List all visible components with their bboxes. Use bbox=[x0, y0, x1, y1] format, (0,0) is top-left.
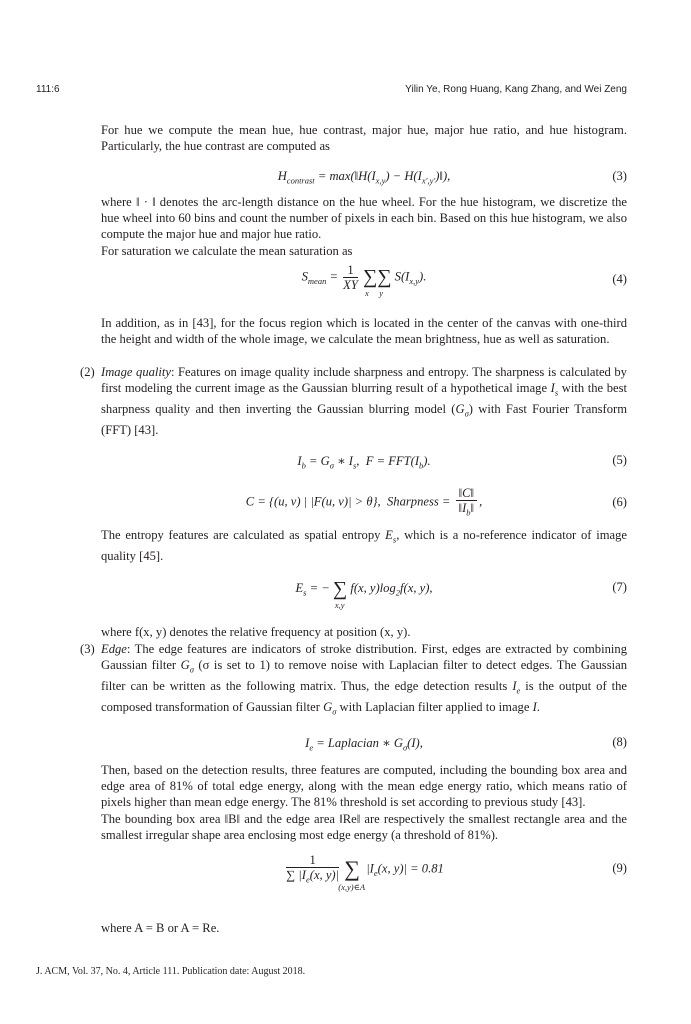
equation-number: (5) bbox=[612, 453, 627, 467]
detection-results-paragraph: Then, based on the detection results, three features are computed, including the bounding box area and edge area of 81% of total edge energy, along with the mean edge energy ratio, which means ratio of pixels higher than mean edge energy. The 81% threshold is set according to previous study [43]. The bounding box area ‖B‖ and the edge area ‖Re‖ are respectively the smallest rectangle area and the smallest irregular shape area enclosing most edge energy (a threshold of 81%). bbox=[101, 763, 627, 842]
where-a-definition: where A = B or A = Re. bbox=[101, 921, 220, 935]
equation-number: (8) bbox=[612, 735, 627, 749]
focus-region-paragraph: In addition, as in [43], for the focus region which is located in the center of the canvas with one-third the height and width of the whole image, we calculate the mean brightness, hue as well as saturation. bbox=[101, 316, 627, 347]
equation-9: $\frac{1}{\sum |I_e(x, y)|}$ ∑ (x,y)∈A $|I_e(x$, y)| = 0.81 (9) bbox=[286, 853, 627, 892]
frequency-explanation: where f(x, y) denotes the relative frequency at position (x, y). bbox=[101, 625, 411, 639]
item-title: Edge bbox=[101, 642, 127, 656]
list-item-image-quality: (2) Image quality: Features on image quality include sharpness and entropy. The sharpness is calculated by first modeling the current image as the Gaussian blurring result of a hypothetical image $I_s$ with the best sharpness quality and then inverting the Gaussian blurring model $(G_\sigma)$ with Fast Fourier Transform (FFT) [43]. bbox=[80, 365, 627, 437]
entropy-paragraph: The entropy features are calculated as spatial entropy $E_s$, which is a no-reference indicator of image quality [45]. bbox=[101, 528, 628, 563]
list-number: (2) bbox=[80, 365, 95, 379]
equation-6: C = {(u, v) | |F(u, v)| > θ}, Sharpness = $\frac{‖C‖}{‖I_b‖}$ , (6) bbox=[245, 486, 627, 518]
equation-number: (4) bbox=[612, 272, 627, 286]
equation-5: $I_b = G_\sigma$ ∗ $I_s$, $F = FFT(I_b)$. (5) bbox=[297, 453, 627, 471]
hue-paragraph: For hue we compute the mean hue, hue contrast, major hue, major hue ratio, and hue histogram. Particularly, the hue contrast are computed as bbox=[101, 123, 627, 154]
page-number: 111:6 bbox=[36, 84, 60, 95]
list-item-edge: (3) Edge: The edge features are indicators of stroke distribution. First, edges are extracted by combining Gaussian filter $G_\sigma$ (σ is set to 1) to remove noise with Laplacian filter to detect edges. The Gaussian filter can be written as the following matrix. Thus, the edge detection results $I_e$ is the output of the composed transformation of Gaussian filter $G_\sigma$ with Laplacian filter applied to image I. bbox=[80, 642, 627, 717]
equation-3: $H_{contrast}$ = $\max(‖H(I_{x,y})$ − $H(I_{x',y'})‖$), (3) bbox=[277, 169, 627, 186]
equation-number: (9) bbox=[612, 861, 627, 875]
item-title: Image quality bbox=[101, 365, 171, 379]
running-head-authors: Yilin Ye, Rong Huang, Kang Zhang, and Wei Zeng bbox=[405, 84, 627, 95]
hue-explanation-paragraph: where ‖ · ‖ denotes the arc-length distance on the hue wheel. For the hue histogram, we discretize the hue wheel into 60 bins and count the number of pixels in each bin. Based on this hue histogram, we also compute the major hue and major hue ratio. For saturation we calculate the mean saturation as bbox=[101, 195, 627, 258]
equation-number: (7) bbox=[612, 580, 627, 594]
equation-7: $E_s$ = − ∑ x,y f(x, $y)\log_2f(x$, y), (7) bbox=[295, 578, 627, 610]
equation-number: (6) bbox=[612, 495, 627, 509]
equation-4: $S_{mean}$ = $\frac{1}{XY}$ ∑ x ∑ y $S(I_{x,y})$. (4) bbox=[301, 263, 627, 299]
journal-citation-footer: J. ACM, Vol. 37, No. 4, Article 111. Publication date: August 2018. bbox=[36, 966, 306, 977]
list-number: (3) bbox=[80, 642, 95, 656]
equation-number: (3) bbox=[612, 169, 627, 183]
equation-8: $I_e$ = Laplacian ∗ $G_\sigma(I)$, (8) bbox=[305, 735, 627, 753]
